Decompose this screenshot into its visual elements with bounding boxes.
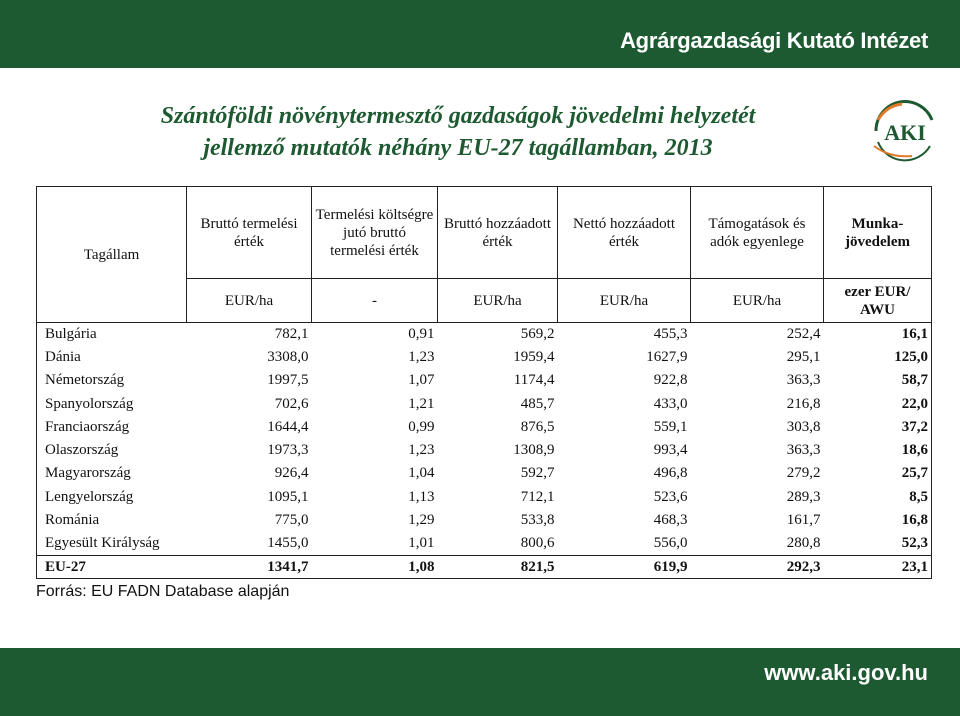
table-row xyxy=(37,369,932,392)
value-cell: 592,7 xyxy=(520,465,555,482)
col-header-gross-output: Bruttó termelési érték xyxy=(187,187,312,279)
country-cell: Olaszország xyxy=(37,439,187,462)
value-cell: 295,1 xyxy=(786,348,821,365)
col-header-country: Tagállam xyxy=(37,187,187,323)
value-cell: 485,7 xyxy=(520,395,555,412)
value-cell: 1308,9 xyxy=(513,442,555,459)
table-row xyxy=(37,323,932,346)
value-cell: 993,4 xyxy=(653,442,688,459)
col-header-labour-income: Munka-jövedelem xyxy=(824,187,932,279)
value-cell: 363,3 xyxy=(786,442,821,459)
table-row xyxy=(37,392,932,415)
aki-logo-icon xyxy=(872,98,938,164)
logo-text: AKI xyxy=(884,120,926,145)
value-cell: 1973,3 xyxy=(267,442,309,459)
value-cell: 161,7 xyxy=(786,512,821,529)
unit-output-per-cost: - xyxy=(312,279,438,323)
table-row xyxy=(37,346,932,369)
country-cell: Magyarország xyxy=(37,462,187,485)
value-cell: 1,07 xyxy=(408,372,435,389)
country-cell: Dánia xyxy=(37,346,187,369)
value-cell: 216,8 xyxy=(786,395,821,412)
country-cell: EU-27 xyxy=(37,555,187,578)
col-header-nva: Nettó hozzáadott érték xyxy=(558,187,691,279)
value-cell: 619,9 xyxy=(558,555,691,578)
country-cell: Lengyelország xyxy=(37,486,187,509)
value-cell: 1,08 xyxy=(312,555,438,578)
value-cell: 252,4 xyxy=(786,325,821,342)
value-cell: 496,8 xyxy=(653,465,688,482)
col-header-subsidies-taxes: Támogatások és adók egyenlege xyxy=(691,187,824,279)
table-row xyxy=(37,486,932,509)
table-row xyxy=(37,416,932,439)
value-cell: 1959,4 xyxy=(513,348,555,365)
value-cell: 1341,7 xyxy=(187,555,312,578)
table-body xyxy=(37,323,932,579)
country-cell: Németország xyxy=(37,369,187,392)
value-cell: 18,6 xyxy=(824,439,932,462)
value-cell: 559,1 xyxy=(653,418,688,435)
institute-name: Agrárgazdasági Kutató Intézet xyxy=(620,28,928,53)
value-cell: 37,2 xyxy=(824,416,932,439)
value-cell: 16,8 xyxy=(824,509,932,532)
value-cell: 523,6 xyxy=(653,488,688,505)
value-cell: 468,3 xyxy=(653,512,688,529)
value-cell: 782,1 xyxy=(274,325,309,342)
country-cell: Románia xyxy=(37,509,187,532)
title-line-1: Szántóföldi növénytermesztő gazdaságok jövedelmi helyzetét xyxy=(160,103,756,129)
value-cell: 25,7 xyxy=(824,462,932,485)
value-cell: 363,3 xyxy=(786,372,821,389)
title-line-2: jellemző mutatók néhány EU-27 tagállamban, 2013 xyxy=(203,135,713,161)
unit-gva: EUR/ha xyxy=(438,279,558,323)
value-cell: 3308,0 xyxy=(267,348,309,365)
value-cell: 1095,1 xyxy=(267,488,309,505)
value-cell: 125,0 xyxy=(824,346,932,369)
value-cell: 1,23 xyxy=(408,348,435,365)
col-header-gva: Bruttó hozzáadott érték xyxy=(438,187,558,279)
value-cell: 289,3 xyxy=(786,488,821,505)
value-cell: 58,7 xyxy=(824,369,932,392)
value-cell: 821,5 xyxy=(438,555,558,578)
value-cell: 433,0 xyxy=(653,395,688,412)
value-cell: 569,2 xyxy=(520,325,555,342)
value-cell: 0,99 xyxy=(408,418,435,435)
header-row xyxy=(37,187,932,279)
value-cell: 876,5 xyxy=(520,418,555,435)
value-cell: 455,3 xyxy=(653,325,688,342)
value-cell: 926,4 xyxy=(274,465,309,482)
value-cell: 292,3 xyxy=(691,555,824,578)
value-cell: 1,01 xyxy=(408,535,435,552)
value-cell: 0,91 xyxy=(408,325,435,342)
unit-nva: EUR/ha xyxy=(558,279,691,323)
value-cell: 1,13 xyxy=(408,488,435,505)
value-cell: 1,04 xyxy=(408,465,435,482)
country-cell: Bulgária xyxy=(37,323,187,346)
value-cell: 800,6 xyxy=(520,535,555,552)
value-cell: 1,21 xyxy=(408,395,435,412)
value-cell: 775,0 xyxy=(274,512,309,529)
country-cell: Egyesült Királyság xyxy=(37,532,187,555)
table-row xyxy=(37,509,932,532)
unit-labour-income: ezer EUR/ AWU xyxy=(824,279,932,323)
value-cell: 922,8 xyxy=(653,372,688,389)
value-cell: 279,2 xyxy=(786,465,821,482)
value-cell: 556,0 xyxy=(653,535,688,552)
value-cell: 52,3 xyxy=(824,532,932,555)
col-header-output-per-cost: Termelési költségre jutó bruttó termelési érték xyxy=(312,187,438,279)
value-cell: 1455,0 xyxy=(267,535,309,552)
website-url[interactable]: www.aki.gov.hu xyxy=(764,660,928,685)
country-cell: Franciaország xyxy=(37,416,187,439)
value-cell: 1,23 xyxy=(408,442,435,459)
value-cell: 533,8 xyxy=(520,512,555,529)
value-cell: 702,6 xyxy=(274,395,309,412)
unit-gross-output: EUR/ha xyxy=(187,279,312,323)
income-table xyxy=(36,186,932,579)
table-row xyxy=(37,532,932,555)
value-cell: 16,1 xyxy=(824,323,932,346)
value-cell: 303,8 xyxy=(786,418,821,435)
value-cell: 22,0 xyxy=(824,392,932,415)
value-cell: 1627,9 xyxy=(646,348,688,365)
value-cell: 712,1 xyxy=(520,488,555,505)
source-note: Forrás: EU FADN Database alapján xyxy=(36,583,290,600)
value-cell: 1644,4 xyxy=(267,418,309,435)
value-cell: 23,1 xyxy=(824,555,932,578)
table-row xyxy=(37,439,932,462)
value-cell: 280,8 xyxy=(786,535,821,552)
page-title xyxy=(88,100,828,164)
value-cell: 1,29 xyxy=(408,512,435,529)
value-cell: 1997,5 xyxy=(267,372,309,389)
unit-subsidies-taxes: EUR/ha xyxy=(691,279,824,323)
value-cell: 8,5 xyxy=(824,486,932,509)
value-cell: 1174,4 xyxy=(513,372,555,389)
table-row xyxy=(37,462,932,485)
country-cell: Spanyolország xyxy=(37,392,187,415)
table-row xyxy=(37,555,932,578)
